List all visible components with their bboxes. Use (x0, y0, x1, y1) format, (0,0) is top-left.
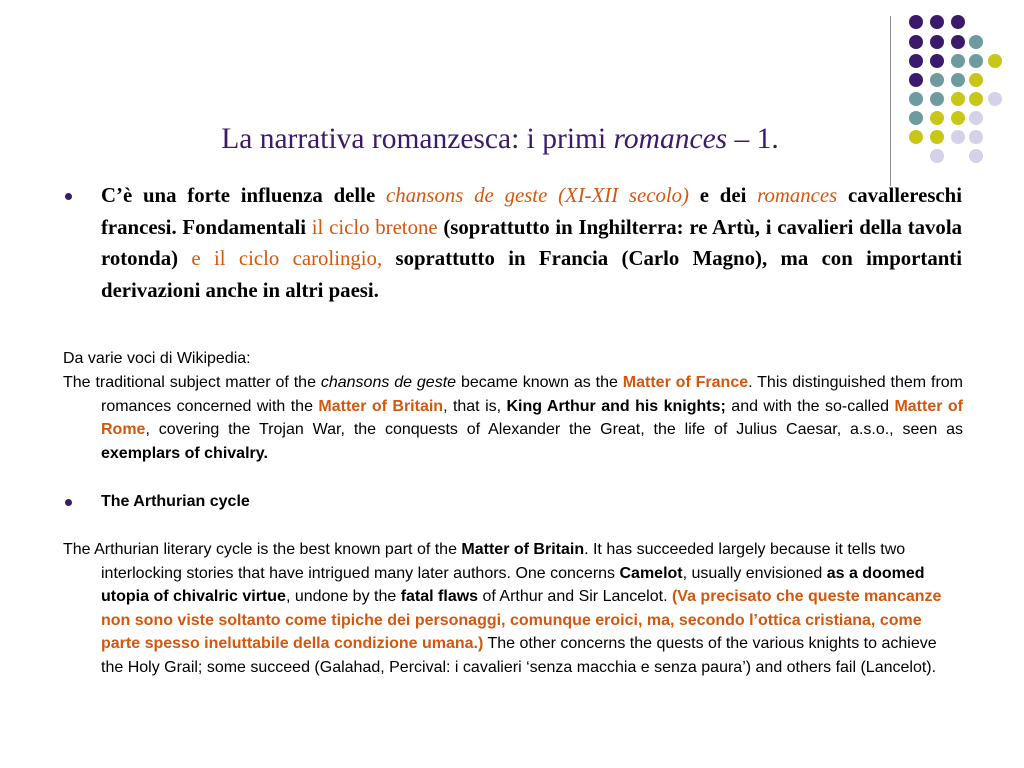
wiki-paragraph (63, 371, 963, 465)
page-title (110, 122, 890, 157)
bullet-dot (65, 499, 72, 506)
highlight-matter-of-britain: Matter of Britain (318, 397, 444, 415)
text-bold: Camelot (619, 564, 683, 582)
decor-dot (909, 92, 923, 106)
text-run: , usually envisioned (682, 564, 827, 582)
arthurian-paragraph (63, 538, 963, 679)
decor-dot (909, 111, 923, 125)
text-run: became known as the (456, 374, 623, 391)
decor-dot (988, 54, 1002, 68)
decor-dot (951, 54, 965, 68)
decor-dot (969, 54, 983, 68)
text-run: soprattutto in Francia (Carlo Magno), ma con importanti derivazioni anche in altri paesi. (101, 247, 962, 302)
decor-dot (969, 35, 983, 49)
title-text: La narrativa romanzesca: i primi (221, 123, 614, 155)
highlight-ciclo-bretone: il ciclo bretone (311, 215, 438, 239)
text-run: . It has succeeded largely because it tells two interlocking stories that have intrigued many later authors. One concerns (101, 541, 906, 582)
decor-dot (930, 15, 944, 29)
decor-dot (951, 73, 965, 87)
text-bold: exemplars of chivalry. (101, 444, 268, 462)
wiki-source-line: Da varie voci di Wikipedia: (63, 350, 251, 367)
bullet-dot (65, 193, 72, 200)
decor-dot (909, 73, 923, 87)
text-run: The Arthurian literary cycle is the best known part of the (63, 541, 462, 558)
decor-dot (930, 149, 944, 163)
text-run: (soprattutto in Inghilterra: re Artù, i cavalieri della tavola rotonda) (101, 215, 962, 270)
decor-dot (969, 92, 983, 106)
decor-dot (951, 111, 965, 125)
highlight-chansons: chansons de geste (XI-XII secolo) (385, 184, 689, 207)
text-run: , undone by the (285, 588, 401, 605)
decor-dot (930, 111, 944, 125)
decor-dot (951, 35, 965, 49)
text-bold: as a doomed utopia of chivalric virtue (101, 564, 925, 605)
title-text-italic: romances (613, 123, 728, 155)
text-run: , that is, (443, 397, 507, 415)
text-run: The other concerns the quests of the various knights to achieve the Holy Grail; some succeed (Galahad, Percival: i cavalieri ‘senza macchia e senza paura’) and others fail (Lancelot). (101, 635, 937, 676)
decor-dot (951, 130, 965, 144)
text-run: of Arthur and Sir Lancelot. (478, 588, 672, 605)
decor-dot (969, 149, 983, 163)
highlight-ciclo-carolingio: e il ciclo carolingio, (191, 247, 383, 270)
decor-dot (909, 15, 923, 29)
text-bold: Matter of Britain (461, 541, 585, 558)
highlight-matter-of-rome: Matter of Rome (101, 397, 963, 438)
decor-dot (969, 73, 983, 87)
arthurian-cycle-heading: The Arthurian cycle (101, 493, 250, 510)
title-divider-line (890, 16, 891, 186)
decor-dot (951, 92, 965, 106)
decor-dot (909, 130, 923, 144)
text-run: C’è una forte influenza delle (101, 184, 386, 207)
text-run: cavallereschi francesi. Fondamentali (101, 184, 962, 239)
highlight-matter-of-france: Matter of France (622, 374, 749, 391)
decor-dot (909, 35, 923, 49)
decor-dot (969, 130, 983, 144)
decor-dot (930, 73, 944, 87)
decor-dot (930, 130, 944, 144)
text-bold: fatal flaws (400, 588, 479, 605)
decor-dot (930, 54, 944, 68)
decor-dot (988, 92, 1002, 106)
text-run: . This distinguished them from romances concerned with the (101, 374, 963, 415)
text-italic: chansons de geste (320, 374, 457, 391)
text-run: and with the so-called (725, 397, 895, 415)
text-run: e dei (688, 184, 758, 207)
text-bold: King Arthur and his knights; (506, 397, 726, 415)
text-run: , covering the Trojan War, the conquests of Alexander the Great, the life of Julius Caesar, a.s.o., seen as (145, 421, 963, 438)
decor-dot (930, 92, 944, 106)
title-text-suffix: – 1. (727, 123, 779, 155)
decor-dot (969, 111, 983, 125)
decor-dot (930, 35, 944, 49)
highlight-romances: romances (757, 184, 838, 207)
decor-dot (909, 54, 923, 68)
text-run: The traditional subject matter of the (63, 374, 321, 391)
bullet-paragraph-italian (101, 180, 962, 306)
highlight-italian-note: (Va precisato che queste mancanze non sono viste soltanto come tipiche dei personaggi, comunque eroici, ma, secondo l’ottica cristiana, come parte spesso ineluttabile della condizione umana.) (101, 588, 942, 652)
decor-dot (951, 15, 965, 29)
